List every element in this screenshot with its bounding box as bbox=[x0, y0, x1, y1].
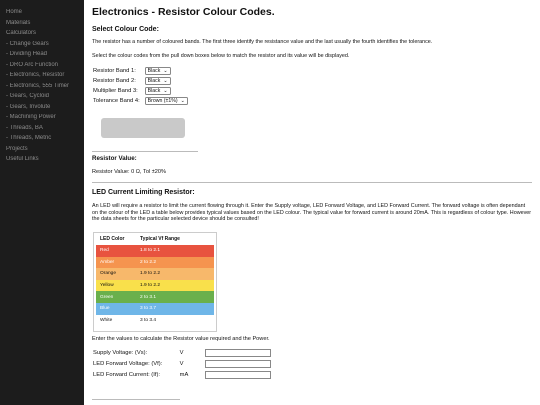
table-row bbox=[96, 257, 214, 269]
resistor-value-text: Resistor Value: 0 Ω, Tol ±20% bbox=[92, 169, 166, 175]
colour-code-instructions: Select the colour codes from the pull down boxes below to match the resistor and its value will be displayed. bbox=[92, 53, 350, 59]
nav-electronics-resistor[interactable]: - Electronics, Resistor bbox=[6, 72, 65, 78]
supply-voltage-row bbox=[93, 350, 271, 359]
colour-code-heading: Select Colour Code: bbox=[92, 26, 159, 33]
forward-current-unit: mA bbox=[179, 372, 189, 378]
led-color-cell: Blue bbox=[100, 306, 110, 312]
band-1-row bbox=[93, 68, 171, 77]
table-row bbox=[96, 291, 214, 303]
band-2-label: Resistor Band 2: bbox=[93, 78, 136, 84]
page-title: Electronics - Resistor Colour Codes. bbox=[92, 6, 275, 18]
chevron-down-icon: ⌄ bbox=[180, 98, 185, 104]
table-row bbox=[96, 280, 214, 292]
led-color-cell: Amber bbox=[100, 259, 115, 265]
band-3-select[interactable]: Black ⌄ bbox=[145, 87, 171, 95]
band-4-label: Tolerance Band 4: bbox=[93, 98, 140, 104]
supply-voltage-label: Supply Voltage: (Vs): bbox=[93, 350, 148, 356]
led-color-cell: Yellow bbox=[100, 283, 114, 289]
forward-voltage-row bbox=[93, 361, 271, 370]
forward-current-label: LED Forward Current: (If): bbox=[93, 372, 161, 378]
colour-code-intro: The resistor has a number of coloured bands. The first three identify the resistance value and the last usually the fourth identifies the tolerance. bbox=[92, 39, 433, 45]
band-1-label: Resistor Band 1: bbox=[93, 68, 136, 74]
supply-voltage-input[interactable] bbox=[205, 349, 271, 357]
led-range-cell: 1.8 to 2.1 bbox=[140, 248, 161, 254]
band-3-label: Multiplier Band 3: bbox=[93, 88, 138, 94]
table-row bbox=[96, 315, 214, 327]
sidebar-nav bbox=[0, 0, 84, 405]
nav-change-gears[interactable]: - Change Gears bbox=[6, 40, 49, 47]
band-2-select[interactable]: Black ⌄ bbox=[145, 77, 171, 85]
led-color-cell: Green bbox=[100, 294, 114, 300]
resistor-value-heading: Resistor Value: bbox=[92, 155, 137, 162]
forward-current-input[interactable] bbox=[205, 371, 271, 379]
led-vf-table bbox=[96, 233, 214, 326]
led-heading: LED Current Limiting Resistor: bbox=[92, 189, 195, 196]
led-color-cell: Orange bbox=[100, 271, 116, 277]
led-range-cell: 3 to 3.4 bbox=[140, 317, 157, 323]
chevron-down-icon: ⌄ bbox=[163, 78, 168, 84]
bottom-divider bbox=[92, 399, 180, 400]
led-range-cell: 1.9 to 2.2 bbox=[140, 283, 161, 289]
table-row bbox=[96, 268, 214, 280]
forward-voltage-unit: V bbox=[179, 361, 184, 367]
section-divider bbox=[92, 182, 532, 183]
table-row bbox=[96, 303, 214, 315]
table-header-color: LED Color bbox=[96, 233, 136, 245]
band-2-row bbox=[93, 78, 171, 87]
nav-machining-power[interactable]: - Machining Power bbox=[6, 114, 56, 120]
led-intro: An LED will require a resistor to limit the current flowing through it. Enter the Supply voltage, LED Forward Voltage, and LED Forward Current. The forward voltage is often dependant on the colour of the LED a table below provides typical values based on the LED colour. The typical value for forward current is around 20mA. This is regardless of colour type. However the data sheets for the particular selected device should be consulted! bbox=[92, 203, 532, 223]
nav-electronics-555-timer[interactable]: - Electronics, 555 Timer bbox=[6, 82, 70, 89]
led-range-cell: 2 to 3.1 bbox=[140, 294, 157, 300]
nav-home[interactable]: Home bbox=[6, 9, 23, 15]
forward-voltage-input[interactable] bbox=[205, 360, 271, 368]
nav-threads-metric[interactable]: - Threads, Metric bbox=[6, 135, 52, 141]
chevron-down-icon: ⌄ bbox=[163, 88, 168, 94]
supply-voltage-unit: V bbox=[179, 350, 184, 356]
nav-dro-arc-function[interactable]: - DRO Arc Function bbox=[6, 61, 59, 68]
nav-useful-links[interactable]: Useful Links bbox=[6, 156, 39, 162]
chevron-down-icon: ⌄ bbox=[163, 68, 168, 74]
led-range-cell: 2 to 2.2 bbox=[140, 259, 157, 265]
led-range-cell: 3 to 3.7 bbox=[140, 306, 157, 312]
table-header-range: Typical Vf Range bbox=[136, 233, 214, 245]
nav-gears-involute[interactable]: - Gears, Involute bbox=[6, 103, 51, 110]
divider bbox=[92, 151, 198, 152]
nav-projects[interactable]: Projects bbox=[6, 145, 28, 152]
nav-gears-cycloid[interactable]: - Gears, Cycloid bbox=[6, 93, 50, 99]
nav-calculators[interactable]: Calculators bbox=[6, 30, 37, 36]
band-4-select[interactable]: Brown (±1%) ⌄ bbox=[145, 97, 188, 105]
nav-threads-ba[interactable]: - Threads, BA bbox=[6, 124, 43, 131]
forward-current-row bbox=[93, 372, 271, 381]
calc-instructions: Enter the values to calculate the Resistor value required and the Power. bbox=[92, 336, 270, 342]
led-color-cell: Red bbox=[100, 248, 109, 254]
band-4-row bbox=[93, 98, 188, 107]
forward-voltage-label: LED Forward Voltage: (Vf): bbox=[93, 361, 163, 367]
nav-materials[interactable]: Materials bbox=[6, 19, 31, 26]
nav-dividing-head[interactable]: - Dividing Head bbox=[6, 51, 48, 57]
band-3-row bbox=[93, 88, 171, 97]
band-1-select[interactable]: Black ⌄ bbox=[145, 67, 171, 75]
table-row bbox=[96, 245, 214, 257]
resistor-preview-box bbox=[101, 118, 185, 138]
main-content bbox=[92, 0, 532, 405]
led-range-cell: 1.9 to 2.2 bbox=[140, 271, 161, 277]
led-color-cell: White bbox=[100, 317, 113, 323]
